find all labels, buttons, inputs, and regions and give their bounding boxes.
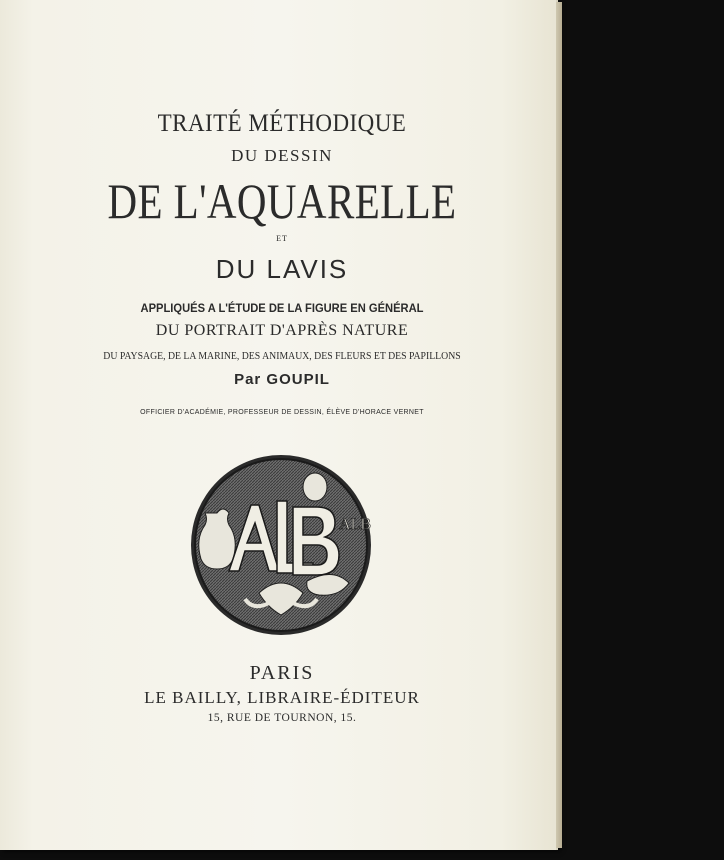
subtitle-portrait: DU PORTRAIT D'APRÈS NATURE [155, 322, 409, 339]
imprint-city: PARIS [249, 662, 315, 684]
title-line-watercolor: DE L'AQUARELLE [107, 173, 457, 229]
author-titles: OFFICIER D'ACADÉMIE, PROFESSEUR DE DESSIN, ÉLÈVE D'HORACE VERNET [140, 409, 424, 416]
imprint-publisher: LE BAILLY, LIBRAIRE-ÉDITEUR [144, 688, 420, 707]
title-line-lavis: DU LAVIS [215, 254, 349, 284]
seal-monogram-text: ALB [339, 516, 371, 533]
page-edge [556, 2, 562, 848]
title-line-drawing: DU DESSIN [231, 146, 333, 165]
subtitle-applied: APPLIQUÉS A L'ÉTUDE DE LA FIGURE EN GÉNÉRAL [140, 301, 424, 315]
title-line-treatise: TRAITÉ MÉTHODIQUE [157, 110, 407, 137]
imprint-address: 15, RUE DE TOURNON, 15. [207, 712, 357, 724]
author-name: Par GOUPIL [234, 371, 330, 388]
subtitle-subjects: DU PAYSAGE, DE LA MARINE, DES ANIMAUX, DES FLEURS ET DES PAPILLONS [103, 351, 461, 362]
title-conjunction: ET [276, 234, 288, 243]
publisher-seal-emblem [189, 453, 373, 637]
